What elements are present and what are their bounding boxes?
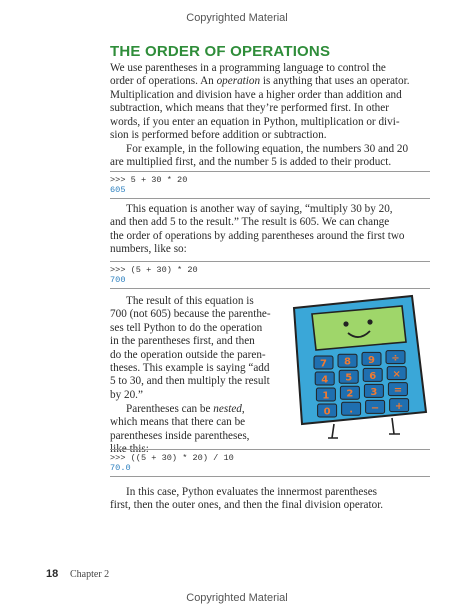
paragraph-6 [110, 486, 432, 513]
text-line: subtraction, which means that they’re performed first. In other [110, 102, 389, 115]
text-line: Multiplication and division have a higher order than addition and [110, 88, 402, 101]
watermark-bottom: Copyrighted Material [186, 592, 288, 604]
text-line: We use parentheses in a programming language to control the [110, 62, 386, 74]
calculator-key-label: 8 [344, 356, 351, 368]
calculator-illustration [284, 290, 434, 440]
calculator-eye-right [367, 319, 372, 324]
calculator-leg-right [389, 418, 400, 434]
calculator-key-label: 4 [321, 374, 329, 386]
calculator-key-label: 3 [370, 386, 378, 398]
code-input: >>> (5 + 30) * 20 [110, 265, 198, 275]
text-line: do the operation outside the paren- [110, 348, 266, 361]
text-line: order of operations. An operation is anything that uses an operator. [110, 75, 410, 88]
paragraph-3 [110, 203, 432, 257]
calculator-key-label: − [370, 402, 380, 414]
calculator-key-label: 2 [346, 388, 354, 400]
calculator-key-label: . [349, 404, 354, 416]
paragraph-2 [110, 143, 432, 170]
text-line: and then add 5 to the result.” The result is 605. We can change [110, 216, 390, 229]
calculator-key-label: 6 [369, 370, 377, 382]
text-line: words, if you enter an equation in Python, multiplication or divi- [110, 115, 400, 128]
calculator-screen [312, 306, 406, 350]
code-output: 605 [110, 185, 126, 195]
text-line: For example, in the following equation, the numbers 30 and 20 [126, 143, 409, 155]
code-input: >>> ((5 + 30) * 20) / 10 [110, 453, 234, 463]
text-line: like this: [110, 443, 149, 456]
calculator-eye-left [343, 321, 348, 326]
text-line: by 20.” [110, 388, 143, 401]
text-line: 5 to 30, and then multiply the result [110, 375, 270, 388]
text-line: ses tell Python to do the operation [110, 321, 263, 334]
text-line: sion is performed before addition or subtraction. [110, 129, 327, 142]
page-number: 18 [46, 568, 59, 580]
code-block-2 [110, 261, 430, 289]
watermark-top: Copyrighted Material [186, 12, 288, 24]
code-output: 700 [110, 275, 126, 285]
text-line: 700 (not 605) because the parenthe- [110, 308, 271, 321]
text-line: the order of operations by adding parentheses around the first two [110, 229, 405, 242]
paragraph-1 [110, 62, 432, 142]
paragraph-4 [110, 295, 290, 402]
code-input: >>> 5 + 30 * 20 [110, 175, 188, 185]
text-line: In this case, Python evaluates the innermost parentheses [126, 486, 378, 498]
code-block-1 [110, 171, 430, 199]
calculator-key-label: × [392, 369, 401, 381]
text-line: first, then the outer ones, and then the final division operator. [110, 499, 384, 512]
text-line: in the parentheses first, and then [110, 335, 255, 348]
text-line: are multiplied first, and the number 5 is added to their product. [110, 156, 392, 169]
calculator-key-label: 9 [368, 354, 375, 366]
calculator-key-label: 0 [323, 406, 331, 418]
text-line: Parentheses can be nested, [126, 403, 245, 415]
calculator-leg-left [328, 424, 338, 438]
text-line: which means that there can be [110, 416, 246, 429]
calculator-key-label: = [393, 385, 403, 397]
text-line: The result of this equation is [126, 295, 254, 307]
text-line: theses. This example is saying “add [110, 362, 270, 375]
calculator-key-label: 7 [320, 358, 327, 370]
section-heading: THE ORDER OF OPERATIONS [110, 43, 331, 60]
text-line: parentheses inside parentheses, [110, 429, 250, 442]
calculator-key-label: + [394, 401, 404, 413]
chapter-label: Chapter 2 [70, 569, 110, 580]
code-output: 70.0 [110, 463, 131, 473]
calculator-key-label: ÷ [391, 353, 400, 365]
calculator-key-label: 1 [322, 390, 330, 402]
calculator-key-label: 5 [345, 372, 353, 384]
text-line: numbers, like so: [110, 243, 187, 256]
text-line: This equation is another way of saying, “multiply 30 by 20, [126, 203, 393, 215]
code-block-3 [110, 449, 430, 477]
